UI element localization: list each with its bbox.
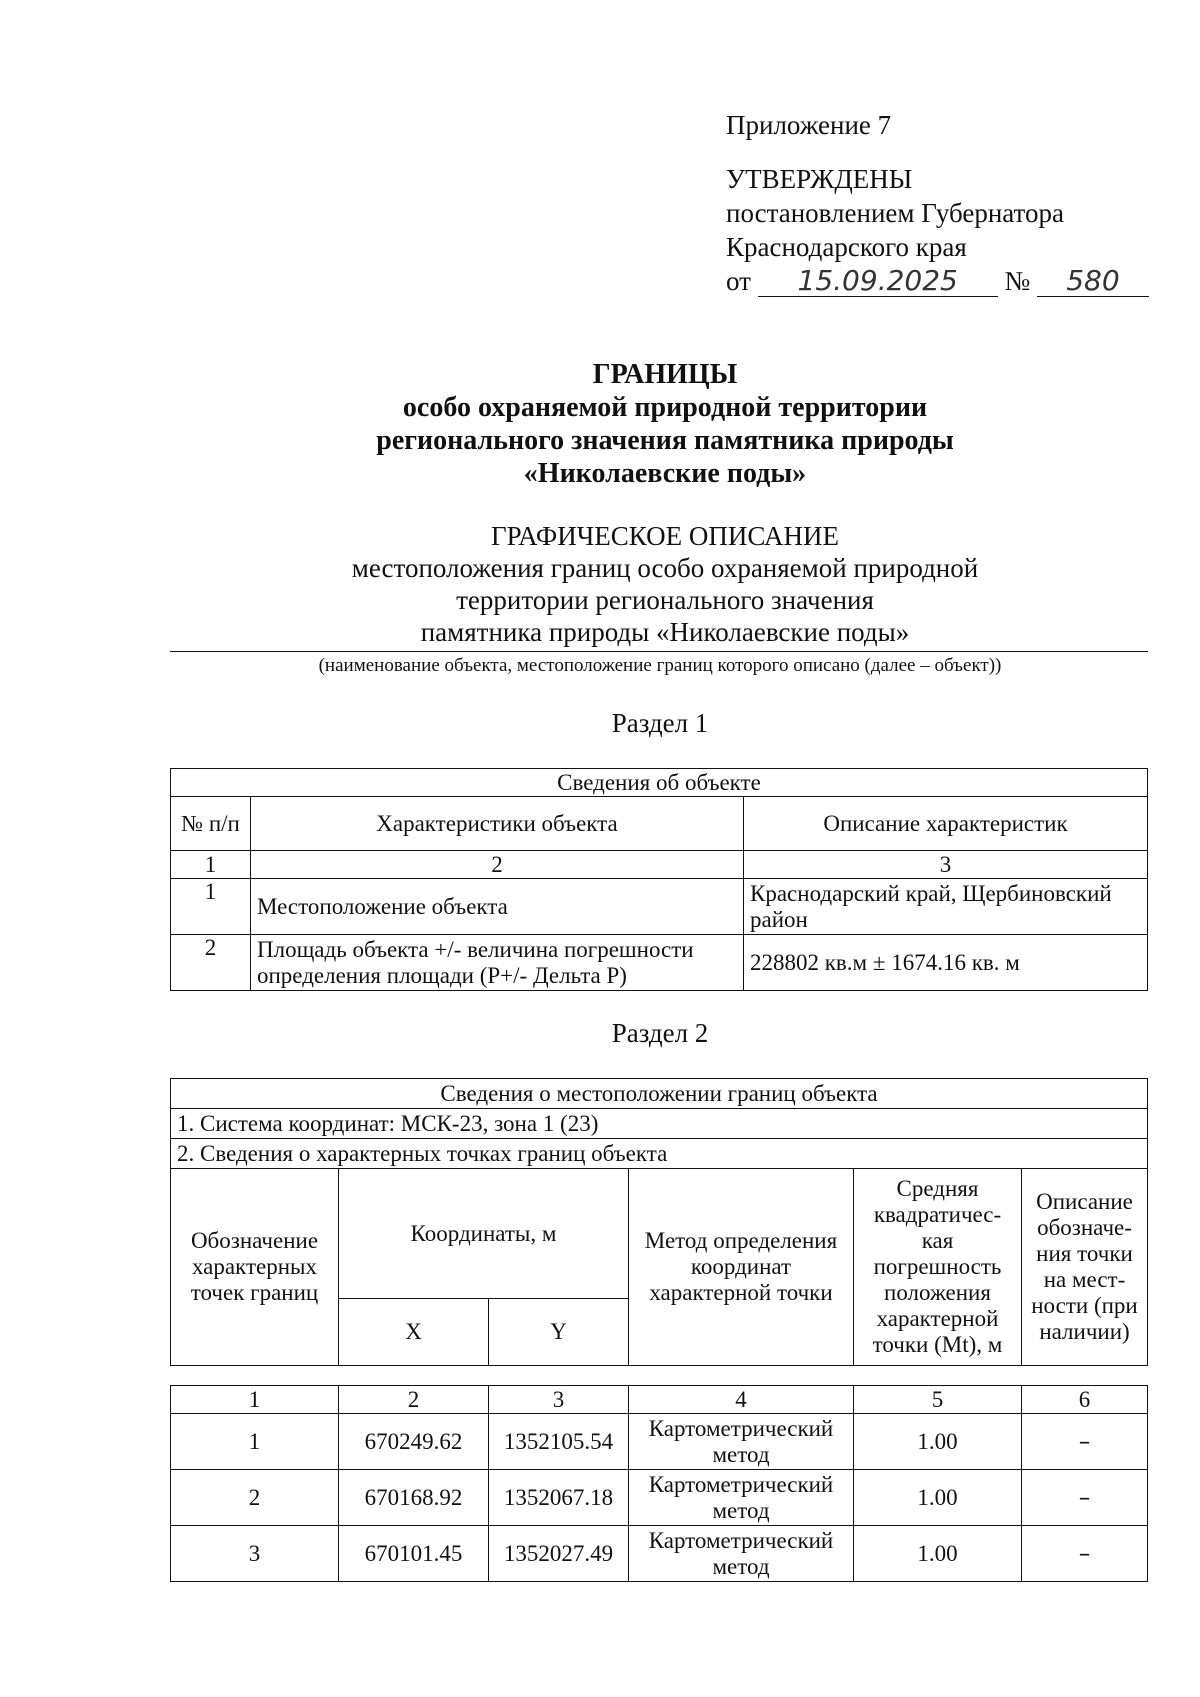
subtitle-line-4: памятника природы «Николаевские поды» xyxy=(420,617,910,647)
subtitle xyxy=(0,520,1200,648)
table-row xyxy=(171,1414,1148,1470)
point-id: 2 xyxy=(171,1470,339,1526)
header-point-description: Описание обозначе-ния точки на мест-ности (при наличии) xyxy=(1022,1169,1148,1366)
col-index: 5 xyxy=(854,1386,1022,1414)
title-line-1: ГРАНИЦЫ xyxy=(592,359,738,390)
point-error: 1.00 xyxy=(854,1526,1022,1582)
header-x: X xyxy=(339,1299,489,1366)
point-method: Картометрический метод xyxy=(629,1414,854,1470)
row-characteristic: Площадь объекта +/- величина погрешности определения площади (P+/- Дельта P) xyxy=(251,935,744,991)
points-info-line: 2. Сведения о характерных точках границ объекта xyxy=(171,1139,1148,1169)
table-row xyxy=(171,1526,1148,1582)
row-characteristic: Местоположение объекта xyxy=(251,879,744,935)
table-row xyxy=(171,879,1148,935)
col-index: 1 xyxy=(171,851,251,879)
col-index: 2 xyxy=(339,1386,489,1414)
col-characteristics-header: Характеристики объекта xyxy=(251,797,744,851)
col-index: 6 xyxy=(1022,1386,1148,1414)
point-x: 670168.92 xyxy=(339,1470,489,1526)
point-id: 3 xyxy=(171,1526,339,1582)
col-index: 3 xyxy=(744,851,1148,879)
col-index: 1 xyxy=(171,1386,339,1414)
table-row xyxy=(171,935,1148,991)
object-caption: (наименование объекта, местоположение границ которого описано (далее – объект)) xyxy=(318,655,1002,676)
section-1-heading: Раздел 1 xyxy=(611,708,709,738)
decree-line-2: Краснодарского края xyxy=(726,232,967,262)
date-number-line xyxy=(726,264,1149,298)
header-coordinates: Координаты, м xyxy=(339,1169,629,1299)
header-y: Y xyxy=(489,1299,629,1366)
title-line-2: особо охраняемой природной территории xyxy=(402,392,928,423)
col-index: 4 xyxy=(629,1386,854,1414)
point-method: Картометрический метод xyxy=(629,1470,854,1526)
decree-line-1: постановлением Губернатора xyxy=(726,198,1064,228)
row-description: Краснодарский край, Щербиновский район xyxy=(744,879,1148,935)
point-x: 670101.45 xyxy=(339,1526,489,1582)
point-error: 1.00 xyxy=(854,1470,1022,1526)
point-x: 670249.62 xyxy=(339,1414,489,1470)
approval-block xyxy=(726,108,1149,298)
appendix-label: Приложение 7 xyxy=(726,110,892,140)
point-error: 1.00 xyxy=(854,1414,1022,1470)
date-prefix: от xyxy=(726,266,751,296)
col-number-header: № п/п xyxy=(171,797,251,851)
coordinate-system-line: 1. Система координат: МСК-23, зона 1 (23) xyxy=(171,1109,1148,1139)
object-info-table xyxy=(170,768,1148,991)
table-row xyxy=(171,1470,1148,1526)
handwritten-number: 580 xyxy=(1037,266,1149,297)
point-y: 1352067.18 xyxy=(489,1470,629,1526)
header-point-designation: Обозначение характерных точек границ xyxy=(171,1169,339,1366)
number-prefix: № xyxy=(1004,266,1031,296)
col-index: 3 xyxy=(489,1386,629,1414)
main-title xyxy=(0,358,1200,490)
point-description: – xyxy=(1022,1470,1148,1526)
point-id: 1 xyxy=(171,1414,339,1470)
handwritten-date: 15.09.2025 xyxy=(758,266,998,297)
row-number: 1 xyxy=(171,879,251,935)
title-line-4: «Николаевские поды» xyxy=(523,458,807,489)
point-y: 1352105.54 xyxy=(489,1414,629,1470)
point-description: – xyxy=(1022,1414,1148,1470)
underline-divider xyxy=(170,651,1148,652)
point-y: 1352027.49 xyxy=(489,1526,629,1582)
point-method: Картометрический метод xyxy=(629,1526,854,1582)
subtitle-line-2: местоположения границ особо охраняемой природной xyxy=(351,553,979,583)
point-description: – xyxy=(1022,1526,1148,1582)
title-line-3: регионального значения памятника природы xyxy=(376,425,954,456)
boundary-table-title: Сведения о местоположении границ объекта xyxy=(171,1079,1148,1109)
subtitle-line-1: ГРАФИЧЕСКОЕ ОПИСАНИЕ xyxy=(490,521,840,551)
subtitle-line-3: территории регионального значения xyxy=(456,585,874,615)
boundary-points-table xyxy=(170,1385,1148,1582)
approved-label: УТВЕРЖДЕНЫ xyxy=(726,164,913,194)
row-description: 228802 кв.м ± 1674.16 кв. м xyxy=(744,935,1148,991)
row-number: 2 xyxy=(171,935,251,991)
header-error: Средняя квадратичес-кая погрешность положения характерной точки (Mt), м xyxy=(854,1169,1022,1366)
col-description-header: Описание характеристик xyxy=(744,797,1148,851)
section-2-heading: Раздел 2 xyxy=(611,1018,709,1048)
object-table-title: Сведения об объекте xyxy=(171,769,1148,797)
boundary-info-table xyxy=(170,1078,1148,1366)
header-method: Метод определения координат характерной точки xyxy=(629,1169,854,1366)
col-index: 2 xyxy=(251,851,744,879)
